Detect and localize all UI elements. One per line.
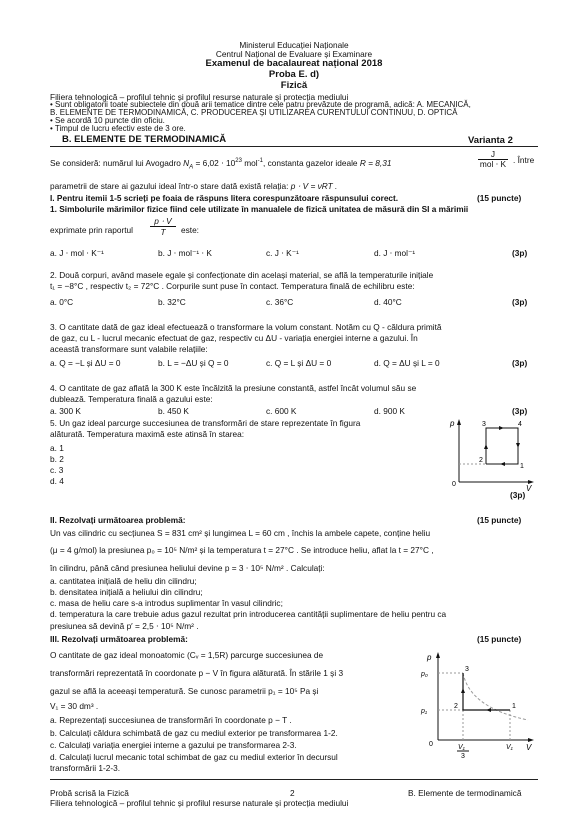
gas-constant-fraction bbox=[478, 150, 508, 169]
part1-title: I. Pentru itemii 1-5 scrieți pe foaia de răspuns litera corespunzătoare răspunsului corect. bbox=[50, 193, 399, 203]
q5-option-d: d. 4 bbox=[50, 476, 64, 486]
footer-left: Probă scrisă la Fizică bbox=[50, 788, 129, 798]
part1-points: (15 puncte) bbox=[477, 193, 522, 203]
avogadro-value: = 6,02 ⋅ 10 bbox=[193, 157, 236, 168]
q5-option-b: b. 2 bbox=[50, 454, 64, 464]
p3-v-arrow bbox=[528, 738, 534, 742]
variant-label: Varianta 2 bbox=[468, 135, 513, 146]
part3-line-7: c. Calculați variația energiei interne a gazului pe transformarea 2-3. bbox=[50, 740, 297, 750]
part2-line-4: a. cantitatea inițială de heliu din cilindru; bbox=[50, 576, 197, 586]
avogadro-symbol: N bbox=[183, 157, 190, 168]
q5-p-label: p bbox=[450, 419, 455, 428]
part3-line-5: a. Reprezentați succesiunea de transformări în coordonate p − T . bbox=[50, 715, 292, 725]
p3-state-3: 3 bbox=[465, 666, 469, 673]
part3-line-2: transformări reprezentată în coordonate p − V în figura alăturată. În stările 1 și 3 bbox=[50, 668, 344, 678]
rule-line-3: • Se acordă 10 puncte din oficiu. bbox=[50, 116, 165, 125]
p3-v1-label: V₁ bbox=[506, 744, 513, 751]
q4-line-2: dublează. Temperatura finală a gazului este: bbox=[50, 394, 213, 404]
q4-option-c: c. 600 K bbox=[266, 406, 297, 416]
q3-option-b: b. L = −ΔU și Q = 0 bbox=[158, 358, 229, 368]
ministry-line: Ministerul Educației Naționale bbox=[239, 40, 349, 50]
q5-state-3: 3 bbox=[482, 421, 486, 428]
q2-option-b: b. 32°C bbox=[158, 297, 186, 307]
relation-formula: p ⋅ V = νRT . bbox=[290, 181, 338, 191]
part3-line-4: V₁ = 30 dm³ . bbox=[50, 701, 99, 711]
subject-title: Fizică bbox=[280, 80, 308, 91]
q5-option-a: a. 1 bbox=[50, 443, 64, 453]
q1-frac-num: p ⋅ V bbox=[150, 216, 176, 227]
q2-option-c: c. 36°C bbox=[266, 297, 294, 307]
avogadro-unit: mol bbox=[244, 157, 258, 168]
footer-rule bbox=[50, 779, 538, 780]
p3-v-label: V bbox=[526, 743, 532, 752]
part3-pv-diagram bbox=[418, 648, 538, 760]
p3-arrow-12 bbox=[486, 708, 491, 712]
q1-frac-den: T bbox=[160, 227, 166, 237]
q5-state-1: 1 bbox=[520, 463, 524, 470]
q4-points: (3p) bbox=[512, 406, 528, 416]
part2-title: II. Rezolvați următoarea problemă: bbox=[50, 515, 186, 525]
p3-origin-label: 0 bbox=[429, 741, 433, 748]
q5-origin-label: 0 bbox=[452, 481, 456, 488]
q5-arrow-34 bbox=[499, 426, 504, 430]
part3-line-8: d. Calculați lucrul mecanic total schimbat de gaz cu mediul exterior în decursul bbox=[50, 752, 338, 762]
part2-line-3: în cilindru, până când presiunea heliului devine p = 3 ⋅ 10⁵ N/m² . Calculați: bbox=[50, 563, 325, 573]
q1-option-c: c. J ⋅ K⁻¹ bbox=[266, 248, 299, 258]
footer-right: B. Elemente de termodinamică bbox=[408, 788, 522, 798]
part2-points: (15 puncte) bbox=[477, 515, 522, 525]
q5-line-2: alăturată. Temperatura maximă este atinsă în starea: bbox=[50, 429, 245, 439]
part3-line-6: b. Calculați căldura schimbată de gaz cu mediul exterior pe transformarea 1-2. bbox=[50, 728, 338, 738]
filiera-line: Filiera tehnologică – profilul tehnic și profilul resurse naturale și protecția mediului bbox=[50, 92, 349, 102]
q4-line-1: 4. O cantitate de gaz aflată la 300 K este încălzită la presiune constantă, astfel încât volumul său se bbox=[50, 383, 417, 393]
part2-line-8: presiunea să devină p′ = 2,5 ⋅ 10⁵ N/m² . bbox=[50, 621, 199, 631]
q1-option-b: b. J ⋅ mol⁻¹ ⋅ K bbox=[158, 248, 212, 258]
q5-v-label: V bbox=[526, 484, 532, 493]
intro-line-1 bbox=[50, 155, 391, 173]
relation-text: parametrii de stare ai gazului ideal într-o stare dată există relația: bbox=[50, 181, 289, 191]
p3-arrow-23 bbox=[461, 688, 465, 693]
q1-fraction bbox=[150, 216, 176, 237]
q4-option-a: a. 300 K bbox=[50, 406, 81, 416]
q5-option-c: c. 3 bbox=[50, 465, 64, 475]
q4-option-b: b. 450 K bbox=[158, 406, 189, 416]
q1-option-a: a. J ⋅ mol ⋅ K⁻¹ bbox=[50, 248, 104, 258]
intro-line-2 bbox=[50, 181, 337, 191]
q5-arrow-12b bbox=[500, 462, 505, 466]
q2-option-d: d. 40°C bbox=[374, 297, 402, 307]
q5-cycle bbox=[486, 428, 518, 464]
rule-line-2: B. ELEMENTE DE TERMODINAMICĂ, C. PRODUCEREA ȘI UTILIZAREA CURENTULUI CONTINUU, D. OPTICĂ bbox=[50, 108, 458, 117]
q1-text-c: este: bbox=[181, 225, 199, 235]
q2-points: (3p) bbox=[512, 297, 528, 307]
gas-constant-text: , constanta gazelor ideale bbox=[262, 157, 358, 168]
avogadro-sub: A bbox=[189, 164, 194, 171]
q5-pv-diagram bbox=[446, 416, 536, 493]
q5-state-2: 2 bbox=[479, 457, 483, 464]
part3-line-1: O cantitate de gaz ideal monoatomic (Cᵥ = 1,5R) parcurge succesiunea de bbox=[50, 650, 324, 660]
q5-p-arrow bbox=[457, 419, 461, 425]
part3-line-9: transformării 1-2-3. bbox=[50, 763, 121, 773]
q2-option-a: a. 0°C bbox=[50, 297, 74, 307]
q3-option-a: a. Q = −L și ΔU = 0 bbox=[50, 358, 121, 368]
part2-line-6: c. masa de heliu care s-a introdus suplimentar în vasul cilindric; bbox=[50, 598, 283, 608]
p3-isotherm bbox=[463, 673, 528, 720]
fraction-den: mol ⋅ K bbox=[479, 159, 507, 169]
part3-title: III. Rezolvați următoarea problemă: bbox=[50, 634, 188, 644]
p3-p-arrow bbox=[436, 652, 440, 658]
part2-line-1: Un vas cilindric cu secțiunea S = 831 cm² și lungimea L = 60 cm , închis la ambele capete, conține heliu bbox=[50, 528, 431, 538]
q4-option-d: d. 900 K bbox=[374, 406, 405, 416]
q5-state-4: 4 bbox=[518, 421, 522, 428]
section-title: B. ELEMENTE DE TERMODINAMICĂ bbox=[62, 134, 227, 145]
q5-arrow-41 bbox=[516, 443, 520, 448]
center-line: Centrul Național de Evaluare și Examinare bbox=[215, 49, 373, 59]
exam-title: Examenul de bacalaureat național 2018 bbox=[205, 58, 383, 69]
footer-filiera: Filiera tehnologică – profilul tehnic și profilul resurse naturale și protecția mediului bbox=[50, 798, 349, 808]
q3-option-d: d. Q = ΔU și L = 0 bbox=[374, 358, 440, 368]
gas-constant-value: R = 8,31 bbox=[359, 157, 392, 168]
q1-option-d: d. J ⋅ mol⁻¹ bbox=[374, 248, 416, 258]
q5-arrow-12 bbox=[484, 444, 488, 449]
p3-p0-label: p₀ bbox=[421, 671, 428, 678]
p3-v13-den: 3 bbox=[461, 753, 465, 760]
part2-line-2: (μ = 4 g/mol) la presiunea p₀ = 10⁵ N/m² și la temperatura t = 27°C . Se introduce heliu, aflat la t = 27°C , bbox=[50, 545, 434, 555]
rule-line-1: • Sunt obligatorii toate subiectele din două arii tematice dintre cele patru prevăzute de programă, adică: A. MECANICĂ, bbox=[50, 100, 471, 109]
q1-text-a: 1. Simbolurile mărimilor fizice fiind cele utilizate în manualele de fizică unitatea de măsură din SI a mărimii bbox=[50, 204, 469, 214]
q3-line-3: această transformare sunt valabile relațiile: bbox=[50, 344, 208, 354]
avogadro-unit-exp: -1 bbox=[257, 158, 263, 164]
intro-between: . Între bbox=[513, 155, 535, 165]
p3-state-1: 1 bbox=[512, 703, 516, 710]
q1-points: (3p) bbox=[512, 248, 528, 258]
avogadro-exp: 23 bbox=[235, 158, 242, 164]
proba-title: Proba E. d) bbox=[268, 69, 320, 80]
p3-p1-label: p₁ bbox=[421, 708, 428, 715]
q3-line-2: de gaz, cu L - lucrul mecanic efectuat de gaz, respectiv cu ΔU - variația energiei interne a gazului. În bbox=[50, 333, 418, 343]
footer-page-number: 2 bbox=[290, 788, 295, 798]
section-rule bbox=[50, 146, 538, 147]
q3-option-c: c. Q = L și ΔU = 0 bbox=[266, 358, 332, 368]
part3-points: (15 puncte) bbox=[477, 634, 522, 644]
q1-text-b: exprimate prin raportul bbox=[50, 225, 134, 235]
p3-v13-num: V₁ bbox=[458, 744, 465, 751]
q3-points: (3p) bbox=[512, 358, 528, 368]
q2-line-2: t₁ = −8°C , respectiv t₂ = 72°C . Corpurile sunt puse în contact. Temperatura finală de echilibru este: bbox=[50, 281, 415, 291]
intro-text: Se consideră: numărul lui Avogadro bbox=[50, 157, 181, 168]
q2-line-1: 2. Două corpuri, având masele egale și confecționate din același material, se află la temperaturile inițiale bbox=[50, 270, 434, 280]
fraction-num: J bbox=[478, 150, 508, 160]
q3-line-1: 3. O cantitate dată de gaz ideal efectuează o transformare la volum constant. Notăm cu Q - căldura primită bbox=[50, 322, 442, 332]
part2-line-5: b. densitatea inițială a heliului din cilindru; bbox=[50, 587, 203, 597]
q5-points: (3p) bbox=[510, 490, 526, 500]
part3-line-3: gazul se află la aceeași temperatură. Se cunosc parametrii p₁ = 10⁵ Pa și bbox=[50, 686, 319, 696]
part2-line-7: d. temperatura la care trebuie adus gazul rezultat prin introducerea cantității suplimentare de heliu pentru ca bbox=[50, 609, 447, 619]
q5-line-1: 5. Un gaz ideal parcurge succesiunea de transformări de stare reprezentate în figura bbox=[50, 418, 361, 428]
p3-state-2: 2 bbox=[454, 703, 458, 710]
p3-p-label: p bbox=[427, 653, 432, 662]
rule-line-4: • Timpul de lucru efectiv este de 3 ore. bbox=[50, 124, 186, 133]
